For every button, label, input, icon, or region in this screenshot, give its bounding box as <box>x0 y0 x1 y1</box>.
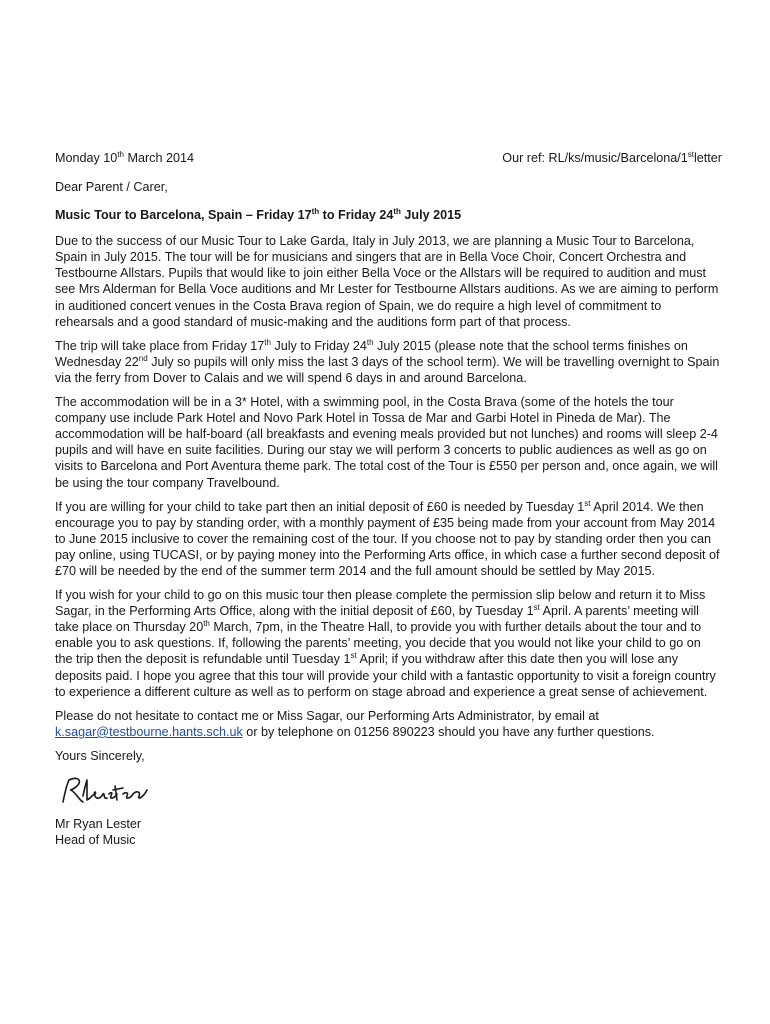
sender-title: Head of Music <box>55 833 136 848</box>
signature-image <box>57 772 152 812</box>
paragraph-payment: If you are willing for your child to take part then an initial deposit of £60 is needed by Tuesday 1st April 2014. We then encourage you to pay by standing order, with a monthly payment of £35 being made from your account from May 2014 to June 2015 inclusive to cover the remaining cost of the tour. If you choose not to pay by standing order then you can pay online, using TUCASI, or by paying money into the Performing Arts office, in which case a further second deposit of £70 will be needed by the end of the summer term 2014 and the full amount should be settled by May 2015. <box>55 498 720 578</box>
paragraph-permission: If you wish for your child to go on this music tour then please complete the permission slip below and return it to Miss Sagar, in the Performing Arts Office, along with the initial deposit of £60, by Tuesday 1st April. A parents’ meeting will take place on Thursday 20th March, 7pm, in the Theatre Hall, to provide you with further details about the tour and to enable you to ask questions. If, following the parents’ meeting, you decide that you would not like your child to go on the trip then the deposit is refundable until Tuesday 1st April; if you withdraw after this date then you will lose any deposits paid. I hope you agree that this tour will provide your child with a fantastic opportunity to visit a foreign country to experience a different culture as well as to perform on stage abroad and experience a great sense of achievement. <box>55 588 716 699</box>
letter-page <box>55 150 720 848</box>
paragraph-contact: Please do not hesitate to contact me or Miss Sagar, our Performing Arts Administrator, by email at k.sagar@testbourne.hants.sch.uk or by telephone on 01256 890223 should you have any further questions. <box>55 708 655 739</box>
letter-header <box>55 150 720 166</box>
reference-number: Our ref: RL/ks/music/Barcelona/1stletter <box>502 150 722 165</box>
paragraph-intro: Due to the success of our Music Tour to Lake Garda, Italy in July 2013, we are planning a Music Tour to Barcelona, Spain in July 2015. The tour will be for musicians and singers that are in Bella Voce Choir, Concert Orchestra and Testbourne Allstars. Pupils that would like to join either Bella Voce or the Allstars will be required to audition and must see Mrs Alderman for Bella Voce auditions and Mr Lester for Testbourne Allstars auditions. As we are aiming to perform in auditioned concert venues in the Costa Brava region of Spain, we do require a high level of commitment to rehearsals and a good standard of music-making and the auditions form part of that process. <box>55 234 719 329</box>
paragraph-dates: The trip will take place from Friday 17th July to Friday 24th July 2015 (please note that the school terms finishes on Wednesday 22nd July so pupils will only miss the last 3 days of the school term). We will be travelling overnight to Spain via the ferry from Dover to Calais and we will spend 6 days in and around Barcelona. <box>55 337 720 385</box>
letter-date: Monday 10th March 2014 <box>55 150 194 165</box>
salutation: Dear Parent / Carer, <box>55 180 168 194</box>
letter-title: Music Tour to Barcelona, Spain – Friday 17th to Friday 24th July 2015 <box>55 207 462 223</box>
closing: Yours Sincerely, <box>55 748 145 763</box>
sender-name: Mr Ryan Lester <box>55 817 142 831</box>
paragraph-accommodation: The accommodation will be in a 3* Hotel, with a swimming pool, in the Costa Brava (some of the hotels the tour company use include Park Hotel and Novo Park Hotel in Tossa de Mar and Garbi Hotel in Pineda de Mar). The accommodation will be half-board (all breakfasts and evening meals provided but not lunches) and rooms will sleep 2-4 pupils and will have en suite facilities. During our stay we will perform 3 concerts to public audiences as well as go on visits to Barcelona and Port Aventura theme park. The total cost of the Tour is £550 per person and, once again, we will be using the tour company Travelbound. <box>55 395 718 490</box>
email-link[interactable]: k.sagar@testbourne.hants.sch.uk <box>55 724 243 739</box>
signature <box>57 772 720 812</box>
